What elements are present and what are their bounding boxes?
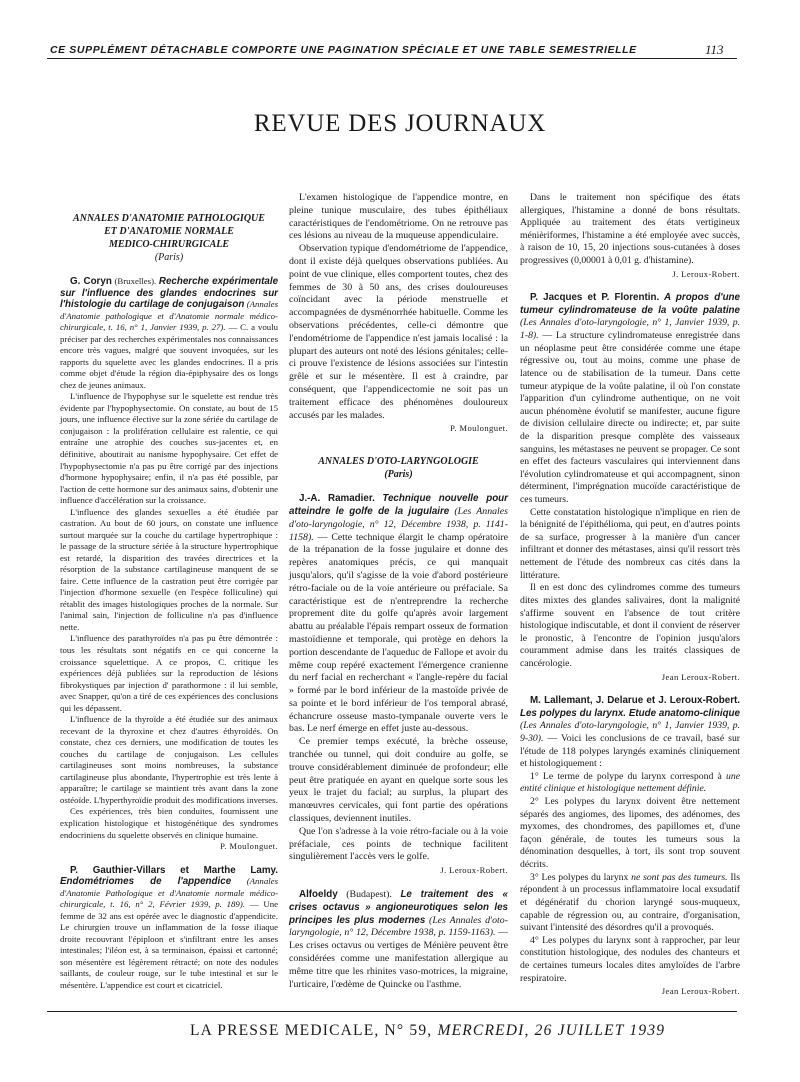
article-text: 4° Les polypes du larynx sont à rapprocher, par leur constitution histologique, des nodules des chanteurs et de certaines tumeurs locales dites amyloïdes de l'arbre respiratoire. xyxy=(520,934,740,984)
article-citation: (Les Annales d'oto-laryngologie, n° 12, Décembre 1938, p. 1141-1158). xyxy=(289,505,508,543)
footer-issue: N° 59, xyxy=(384,1022,433,1039)
article-signature: Jean Leroux-Robert. xyxy=(661,986,740,997)
header-rule xyxy=(47,58,737,59)
article-alfoeldy xyxy=(289,889,508,991)
article-text: L'influence de la thyroïde a été étudiée sur des animaux recevant de la thyroxine et chez d'autres éthyroïdés. On constate, chez ces derniers, une modification de toutes les couches du cartilage de conjugaison. Les cellules cartilagineuses sont moins nombreuses, la substance cartilagineuse plus abondante, l'hypertrophie est très lente à apparaître; le cartilage se maintient très avant dans la zone ostéoïde. L'hyperthyroïdie produit des modifications inverses. xyxy=(60,714,278,805)
article-authors: P. Jacques et P. Florentin. xyxy=(530,292,660,304)
page-number: 113 xyxy=(705,42,724,57)
footer-rule xyxy=(47,1011,737,1012)
article-text: L'influence de l'hypophyse sur le squelette est rendue très évidente par l'hypophysectomie. On constate, au bout de 15 jours, une influence élective sur la zone sériée du cartilage de conjugaison : la prolifération cellulaire est ralentie, ce qui entraîne une atrophie des couches sus-jacentes et, en définitive, aboutirait au nanisme hypophysaire. Cet effet de l'hypophysectomie n'a pas pu être corrigé par des injections d'hormone hypophysaire; enfin, il n'a pas été possible, par l'action de cette hormone sur des animaux sains, d'obtenir une influence d'accélération sur la croissance. xyxy=(60,391,278,506)
article-place: (Bruxelles). xyxy=(114,276,157,286)
article-text: 3° Les polypes du larynx xyxy=(530,871,629,883)
article-text: Ils répondent à un processus inflammatoire local exsudatif et dégénératif du chorion laryngé sous-muqueux, capable de régression ou, au contraire, d'organisation, suivant l'intensité des désordres qu'il a provoqués. xyxy=(520,871,741,934)
article-text-emphasis: une entité clinique et histologique nettement définie. xyxy=(520,770,741,795)
article-jacques-florentin xyxy=(520,292,740,683)
article-place: (Budapest). xyxy=(346,889,392,901)
article-text: L'influence des glandes sexuelles a été étudiée par castration. Au bout de 60 jours, on constate une influence surtout marquée sur la couche du cartilage hypertrophique : le passage de la structure sériée à la structure hypertrophique est retardé, la disparition des travées directrices et la résorption de la substance cartilagineuse manquent de se faire. Cette influence de la castration peut être corrigée par l'injection d'hormone sexuelle (en l'espèce folliculine) qui rétablit des images histologiques proches de la normale. Sur l'animal sain, l'injection de folliculine n'a pas d'influence nette. xyxy=(60,506,278,632)
article-text: Ces expériences, très bien conduites, fournissent une explication histologique et histogénétique des syndromes endocriniens du squelette observés en clinique humaine. xyxy=(60,806,278,840)
column-2 xyxy=(289,192,508,991)
article-signature: Jean Leroux-Robert. xyxy=(661,671,740,682)
article-citation: (Annales d'Anatomie pathologique et d'Anatomie normale médico-chirurgicale, t. 16, n° 1, Janvier 1939, p. 27). xyxy=(60,299,278,333)
section-heading: ANNALES D'ANATOMIE PATHOLOGIQUE xyxy=(73,213,265,224)
article-text: — Cette technique élargit le champ opératoire de la trépanation de la fosse jugulaire et donne des repères anatomiques précis, ce qui manquait jusqu'alors, qu'il s'agisse de la voie d'abord postérieure rétro-faciale ou de la voie antérieure ou préfaciale. Sa caractéristique est de n'entreprendre la recherche proprement dite du golfe qu'après avoir largement abattu au préalable l'épais rempart osseux de formation mastoïdienne et temporale, qui protège en dehors la portion descendante de l'aqueduc de Fallope et avoir du même coup repéré exactement l'émergence cranienne du nerf facial en recherchant « l'angle-repère du facial » formé par le bord inférieur de la mastoïde privée de sa pointe et le bord inférieur de l'os temporal abrasé, échancrure osseuse masto-tympanale ouverte vers le bas. Le nerf émerge en effet juste au-dessous. xyxy=(289,531,508,735)
article-title: Les polypes du larynx. Etude anatomo-clinique xyxy=(520,707,740,719)
article-signature: J. Leroux-Robert. xyxy=(672,268,740,279)
article-text: 2° Les polypes du larynx doivent être nettement séparés des angiomes, des lipomes, des adénomes, des myxomes, des chondromes, des papillomes et, d'une façon générale, de toutes les tumeurs sous la dénomination desquelles, à tort, ils sont trop souvent décrits. xyxy=(520,796,740,871)
article-text: — La structure cylindromateuse enregistrée dans un néoplasme peut être considérée comme une étape régressive ou, tout au moins, comme une phase de latence ou de stabilisation de la tumeur. Dans cette tumeur atypique de la voûte palatine, il où l'on constate l'apparition d'un cylindrome authentique, on ne voit aucun phénomène évolutif se manifester, aucune figure de division cellulaire directe ou indirecte; et, par suite de la disparition presque complète des vaisseaux sanguins, les métastases ne peuvent se propager. Ce sont en effet des facteurs vasculaires qui interviennent dans l'évolution cylindromateuse et qui accompagnent, sinon déterminent, l'imprégnation mucoïde caractéristique de ces tumeurs. xyxy=(520,330,741,506)
article-title: Endométriomes de l'appendice xyxy=(60,876,232,888)
article-text: L'influence des parathyroïdes n'a pas pu être démontrée : tous les résultats sont négatifs en ce qui concerne la croissance squelettique. A ce propos, C. critique les expériences déjà publiées sur la reproduction de lésions fibrokystiques par injection d' parathormone : il lui semble, avec Snapper, qu'on a tiré de ces expériences des conclusions qui les dépassent. xyxy=(60,633,278,713)
article-authors: Alfoeldy xyxy=(299,889,338,901)
article-text: — Voici les conclusions de ce travail, basé sur l'étude de 118 polypes laryngés examinés cliniquement et histologiquement : xyxy=(520,732,741,770)
column-1 xyxy=(60,192,278,991)
article-text: 1° Le terme de polype du larynx correspond à xyxy=(530,770,722,782)
article-authors: M. Lallemant, J. Delarue et J. Leroux-Robert. xyxy=(530,695,740,707)
article-text: Que l'on s'adresse à la voie rétro-faciale ou à la voie préfaciale, ces points de technique facilitent singulièrement l'accès vers le golfe. xyxy=(289,825,508,863)
article-coryn xyxy=(60,276,278,853)
article-text: L'examen histologique de l'appendice montre, en pleine tunique musculaire, des tubes épithéliaux caractéristiques de l'endométriome. On ne retrouve pas ces lésions au niveau de la muqueuse appendiculaire. xyxy=(289,192,508,242)
article-title: Technique nouvelle pour atteindre le golfe de la jugulaire xyxy=(289,493,508,517)
section-heading: ANNALES D'OTO-LARYNGOLOGIE xyxy=(318,456,479,468)
article-text: Il en est donc des cylindromes comme des tumeurs dites mixtes des glandes salivaires, dont la malignité s'affirme souvent en l'absence de tout critère histologique indiscutable, et dont il convient de réserver le pronostic, à l'encontre de l'opinion jusqu'alors couramment admise dans les traités classiques de cancérologie. xyxy=(520,582,740,669)
article-title: Recherche expérimentale sur l'influence des glandes endocrines sur l'histologie du cartilage de conjugaison xyxy=(60,276,279,311)
column-3 xyxy=(520,192,740,998)
article-gauthier-villars xyxy=(60,865,278,992)
article-text: — C. a voulu préciser par des recherches expérimentales nos connaissances encore très vagues, malgré que souvent invoquées, sur les rapports du squelette avec les glandes endocrines. Il a pris comme objet d'étude la région dia-épiphysaire des os longs chez de jeunes animaux. xyxy=(60,322,279,390)
article-citation: (Les Annales d'oto-laryngologie, n° 1, Janvier 1939, p. 9-30). xyxy=(520,720,740,744)
article-text: Cette constatation histologique n'implique en rien de la bénignité de l'épithélioma, qui peut, en d'autres points de sa surface, progresser à la manière d'un cancer infiltrant et donner des métastases, ainsi qu'il ressort très nettement de l'étude des nombreux cas cités dans la littérature. xyxy=(520,506,740,581)
article-citation: (Les Annales d'oto-laryngologie, n° 1, Janvier 1939, p. 1-8). xyxy=(520,317,740,342)
article-signature: P. Moulonguet. xyxy=(220,841,278,852)
article-text: Dans le traitement non spécifique des états allergiques, l'histamine a donné de bons résultats. Appliquée au traitement des états vertigineux ménièriformes, l'histamine a été employée avec succès, à raison de 10, 15, 20 injections sous-cutanées à doses progressives (0,00001 à 0,01 g. d'histamine). xyxy=(520,192,740,267)
article-title: Le traitement des « crises octavus » angioneurotiques selon les principes les plus modernes xyxy=(289,889,509,926)
section-city: (Paris) xyxy=(154,252,184,263)
article-citation: (Annales d'Anatomie Pathologique et d'Anatomie normale médico-chirurgicale, t. 16, n° 2, Février 1939, p. 189). xyxy=(60,876,279,910)
article-authors: G. Coryn xyxy=(70,276,112,287)
article-lallemant xyxy=(520,695,740,998)
article-text: Ce premier temps exécuté, la brèche osseuse, tranchée ou tunnel, qui doit conduire au golfe, se trouve considérablement diminuée de profondeur; elle peut être pratiquée en ayant en quelque sorte sous les yeux le trajet du facial; au surplus, la plupart des manœuvres cervicales, qui font partie des opérations classiques, deviennent inutiles. xyxy=(289,736,508,825)
article-text: — Une femme de 32 ans est opérée avec le diagnostic d'appendicite. Le chirurgien trouve un inflammation de la fosse iliaque droite recouvrant l'épiploon et s'infiltrant entre les anses intestinales; l'iléon est, à sa terminaison, épaissi et cartonné; son mésentère est légèrement rétracté; on note des nodules saillants, de couleur rouge, sur le tube intestinal et sur le mésentère. L'appendice est court et cicatriciel. xyxy=(60,899,278,990)
section-heading: ET D'ANATOMIE NORMALE xyxy=(104,226,234,237)
article-citation: (Les Annales d'oto-laryngologie, n° 12, Décembre 1938, p. 1159-1163). xyxy=(289,914,508,939)
footer-masthead xyxy=(190,1022,665,1040)
article-text: — Les crises octavus ou vertiges de Ménière peuvent être considérées comme une manifestation allergique au même titre que les rhinites vaso-motrices, la migraine, l'urticaire, l'œdème de Quincke ou l'asthme. xyxy=(289,927,508,990)
footer-date: MERCREDI, 26 JUILLET 1939 xyxy=(437,1022,666,1039)
article-ramadier xyxy=(289,493,508,877)
supplement-notice: CE SUPPLÉMENT DÉTACHABLE COMPORTE UNE PAGINATION SPÉCIALE ET UNE TABLE SEMESTRIELLE xyxy=(50,44,637,56)
article-signature: P. Moulonguet. xyxy=(450,423,508,434)
article-authors: P. Gauthier-Villars et Marthe Lamy. xyxy=(70,864,278,876)
article-title: A propos d'une tumeur cylindromateuse de la voûte palatine xyxy=(520,292,740,316)
article-text-emphasis: ne sont pas des tumeurs. xyxy=(631,871,728,883)
page-title: REVUE DES JOURNAUX xyxy=(253,110,547,137)
section-heading: MEDICO-CHIRURGICALE xyxy=(108,239,230,250)
article-authors: J.-A. Ramadier. xyxy=(299,493,375,505)
article-text: Observation typique d'endométriome de l'appendice, dont il existe déjà quelques observations publiées. Au point de vue clinique, elles comportent toutes, chez des femmes de 30 à 50 ans, des crises douloureuses coïncidant avec la période menstruelle et accompagnées de dysménorrhée habituelle. Comme les observations précédentes, celle-ci démontre que l'endométriome de l'appendice n'est jamais localisé : la plupart des auteurs ont noté des lésions génitales; celle-ci prouve l'existence de lésions associées sur l'intestin grêle et sur le mésentère. Il est à craindre, par conséquent, que l'appendicectomie ne soit pas un traitement efficace des phénomènes douloureux accusés par les malades. xyxy=(289,243,508,421)
footer-journal: LA PRESSE MEDICALE, xyxy=(190,1022,380,1039)
section-city: (Paris) xyxy=(384,469,413,481)
article-signature: J. Leroux-Robert. xyxy=(440,865,508,876)
